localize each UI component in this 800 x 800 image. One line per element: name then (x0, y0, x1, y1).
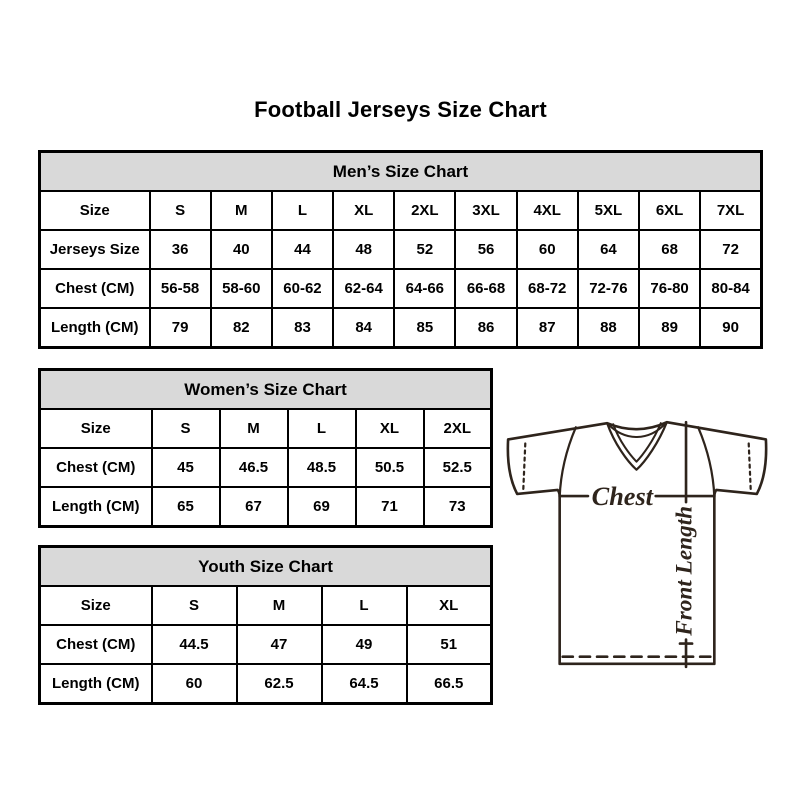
table-cell: 83 (272, 308, 333, 348)
womens-size-table (38, 368, 493, 528)
table-cell: 85 (394, 308, 455, 348)
table-title: Women’s Size Chart (40, 370, 492, 410)
table-cell: 65 (152, 487, 220, 527)
table-cell: 51 (407, 625, 492, 664)
table-row (40, 409, 492, 448)
table-title: Youth Size Chart (40, 547, 492, 587)
table-cell: 64 (578, 230, 639, 269)
table-cell: 6XL (639, 191, 700, 230)
table-row (40, 448, 492, 487)
right-cuff-dashed-line (749, 443, 751, 490)
table-cell: 87 (517, 308, 578, 348)
front-length-label: Front Length (671, 505, 698, 636)
table-row (40, 625, 492, 664)
row-label: Length (CM) (40, 308, 150, 348)
table-cell: 80-84 (700, 269, 761, 308)
table-cell: S (150, 191, 211, 230)
table-cell: 3XL (455, 191, 516, 230)
jersey-outline (508, 422, 766, 664)
table-cell: 60 (152, 664, 237, 704)
table-cell: 2XL (394, 191, 455, 230)
chest-label: Chest (591, 482, 653, 512)
youth-size-table (38, 545, 493, 705)
table-cell: 68-72 (517, 269, 578, 308)
table-header-row (40, 547, 492, 587)
table-cell: 71 (356, 487, 424, 527)
table-cell: XL (333, 191, 394, 230)
table-row (40, 269, 762, 308)
table-cell: 44.5 (152, 625, 237, 664)
row-label: Size (40, 586, 152, 625)
left-armhole-seam (560, 427, 576, 497)
table-cell: 79 (150, 308, 211, 348)
table-cell: 84 (333, 308, 394, 348)
table-cell: M (211, 191, 272, 230)
table-cell: 69 (288, 487, 356, 527)
row-label: Length (CM) (40, 487, 152, 527)
table-cell: 72 (700, 230, 761, 269)
table-cell: M (220, 409, 288, 448)
table-header-row (40, 370, 492, 410)
table-cell: 46.5 (220, 448, 288, 487)
table-cell: 40 (211, 230, 272, 269)
row-label: Chest (CM) (40, 269, 150, 308)
table-cell: XL (407, 586, 492, 625)
table-row (40, 230, 762, 269)
table-cell: 2XL (424, 409, 492, 448)
jersey-measurement-diagram (498, 403, 776, 681)
table-cell: 52 (394, 230, 455, 269)
table-cell: 66.5 (407, 664, 492, 704)
table-cell: 76-80 (639, 269, 700, 308)
row-label: Size (40, 409, 152, 448)
table-cell: 62-64 (333, 269, 394, 308)
row-label: Size (40, 191, 150, 230)
table-cell: 7XL (700, 191, 761, 230)
table-cell: 36 (150, 230, 211, 269)
table-title: Men’s Size Chart (40, 152, 762, 192)
table-cell: 44 (272, 230, 333, 269)
table-row (40, 191, 762, 230)
table-cell: L (272, 191, 333, 230)
table-cell: 60 (517, 230, 578, 269)
table-cell: XL (356, 409, 424, 448)
table-cell: 50.5 (356, 448, 424, 487)
table-row (40, 487, 492, 527)
table-cell: 47 (237, 625, 322, 664)
table-header-row (40, 152, 762, 192)
table-cell: 45 (152, 448, 220, 487)
left-cuff-dashed-line (523, 443, 525, 490)
table-cell: S (152, 409, 220, 448)
right-armhole-seam (698, 427, 714, 497)
table-cell: 48.5 (288, 448, 356, 487)
table-cell: 64.5 (322, 664, 407, 704)
table-cell: L (288, 409, 356, 448)
table-cell: 86 (455, 308, 516, 348)
table-cell: 56-58 (150, 269, 211, 308)
mens-size-table (38, 150, 763, 349)
table-cell: 67 (220, 487, 288, 527)
table-cell: 49 (322, 625, 407, 664)
table-cell: 66-68 (455, 269, 516, 308)
table-cell: 73 (424, 487, 492, 527)
table-cell: 5XL (578, 191, 639, 230)
table-cell: M (237, 586, 322, 625)
table-cell: 64-66 (394, 269, 455, 308)
jersey-icon (498, 403, 776, 681)
table-cell: 58-60 (211, 269, 272, 308)
table-cell: S (152, 586, 237, 625)
table-cell: 56 (455, 230, 516, 269)
table-row (40, 308, 762, 348)
table-row (40, 586, 492, 625)
page-title: Football Jerseys Size Chart (254, 97, 547, 122)
table-cell: 60-62 (272, 269, 333, 308)
row-label: Chest (CM) (40, 625, 152, 664)
table-cell: 48 (333, 230, 394, 269)
table-cell: 89 (639, 308, 700, 348)
table-cell: 4XL (517, 191, 578, 230)
table-cell: 88 (578, 308, 639, 348)
table-cell: 52.5 (424, 448, 492, 487)
table-cell: 82 (211, 308, 272, 348)
table-cell: L (322, 586, 407, 625)
table-cell: 68 (639, 230, 700, 269)
table-cell: 72-76 (578, 269, 639, 308)
row-label: Chest (CM) (40, 448, 152, 487)
table-cell: 62.5 (237, 664, 322, 704)
table-cell: 90 (700, 308, 761, 348)
row-label: Length (CM) (40, 664, 152, 704)
row-label: Jerseys Size (40, 230, 150, 269)
table-row (40, 664, 492, 704)
